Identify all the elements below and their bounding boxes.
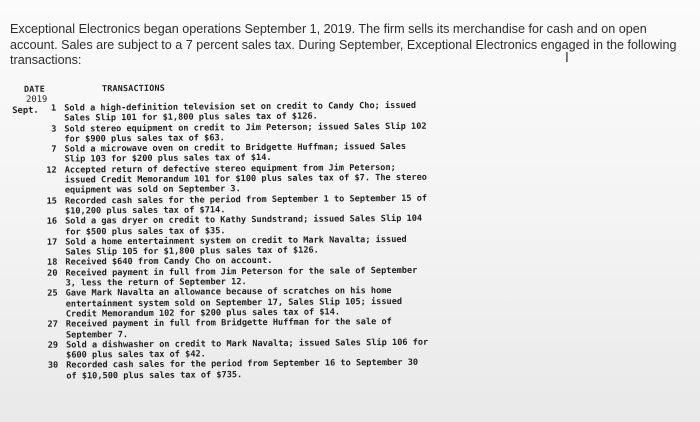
transaction-day: 29 [47, 340, 59, 351]
transaction-day: 15 [46, 196, 57, 207]
transaction-text: Sold a high-definition television set on credit to Candy Cho; issued Sales Slip 101 for $1,800 plus sales tax of $126. [64, 100, 417, 124]
transaction-day: 3 [51, 124, 57, 135]
transaction-text: Gave Mark Navalta an allowance because of scratches on his home entertainment system sold on September 17, Sales Slip 105; issued Credit Memorandum 102 for $200 plus sales tax of $14. [65, 286, 403, 320]
transaction-text: Received payment in full from Bridgette Huffman for the sale of September 7. [65, 317, 392, 341]
transaction-day: 27 [47, 319, 58, 330]
transaction-row [9, 161, 659, 197]
transaction-text: Recorded cash sales for the period from September 16 to September 30 of $10,500 plus sales tax of $735. [66, 358, 419, 382]
transaction-row [10, 284, 660, 320]
transaction-text: Sold stereo equipment on credit to Jim Peterson; issued Sales Slip 102 for $900 plus sales tax of $63. [64, 121, 427, 145]
intro-text: Exceptional Electronics began operations September 1, 2019. The firm sells its merchandise for cash and on open account. Sales are subject to a 7 percent sales tax. During September, Exceptional Electronics engaged in the following transactions: [10, 22, 677, 67]
transaction-day: 17 [46, 237, 58, 248]
transaction-day: 25 [47, 288, 58, 300]
transaction-text: Sold a microwave oven on credit to Bridgette Huffman; issued Sales Slip 103 for $200 plus sales tax of $14. [64, 142, 407, 166]
transactions-table [8, 79, 658, 382]
transaction-day: 7 [51, 144, 57, 155]
transaction-text: Sold a dishwasher on credit to Mark Navalta; issued Sales Slip 106 for $600 plus sales tax of $42. [66, 337, 429, 361]
transaction-text: Received payment in full from Jim Peterson for the sale of September 3, less the return of September 12. [65, 265, 418, 289]
problem-intro [10, 22, 696, 69]
transaction-day: 18 [47, 258, 58, 269]
transactions-column-header: TRANSACTIONS [101, 82, 165, 94]
text-cursor-icon: Ⅰ [565, 51, 569, 66]
transaction-row [10, 356, 660, 382]
transaction-day: 30 [47, 361, 59, 372]
transaction-day: 16 [46, 216, 58, 227]
transaction-text: Received $640 from Candy Cho on account. [65, 256, 273, 269]
transaction-day: 1 [50, 103, 57, 114]
transaction-text: Sold a home entertainment system on credit to Mark Navalta; issued Sales Slip 105 for $1,800 plus sales tax of $126. [65, 234, 407, 258]
transaction-text: Recorded cash sales for the period from September 1 to September 15 of $10,200 plus sales tax of $714. [64, 193, 428, 217]
transaction-day: 20 [47, 268, 58, 279]
transaction-day: 12 [46, 165, 57, 176]
date-column-header: DATE [23, 83, 46, 94]
year-label: 2019 [26, 94, 48, 105]
month-label: Sept. [12, 105, 39, 116]
transaction-text: Accepted return of defective stereo equipment from Jim Peterson; issued Credit Memorandum 101 for $100 plus sales tax of $7. The stereo equipment was sold on September 3. [64, 162, 427, 196]
transaction-text: Sold a gas dryer on credit to Kathy Sundstrand; issued Sales Slip 104 for $500 plus sales tax of $35. [65, 214, 423, 238]
transaction-list [8, 99, 660, 382]
